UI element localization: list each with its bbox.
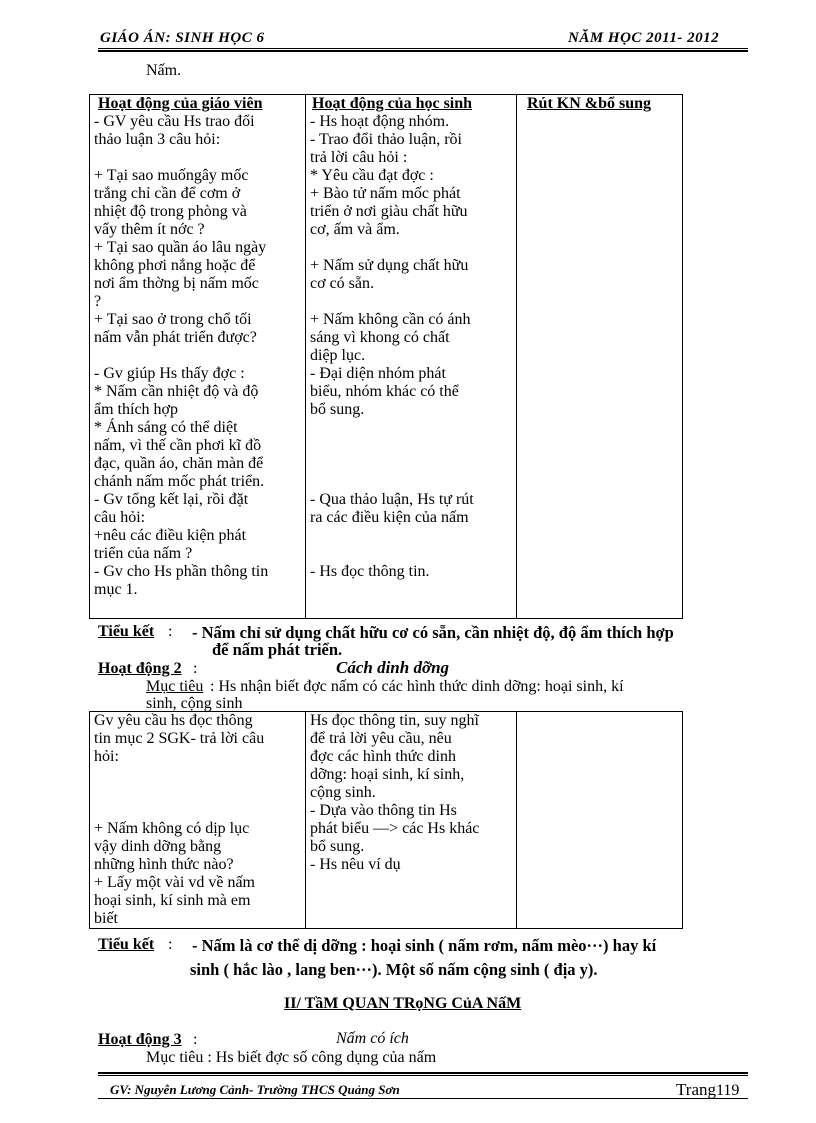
table1-teacher-line: triển của nấm ? bbox=[94, 545, 193, 562]
table2-student-line: - Dựa vào thông tin Hs bbox=[310, 802, 457, 819]
table1-student-line: triển ở nơi giàu chất hữu bbox=[310, 203, 468, 220]
hd2-muctieu-label: Mục tiêu bbox=[146, 678, 204, 695]
table1-student-line: ra các điều kiện của nấm bbox=[310, 509, 469, 526]
table1-student-line bbox=[310, 455, 512, 473]
tieuket2-line2: sinh ( hắc lào , lang ben···). Một số nấm cộng sinh ( địa y). bbox=[190, 960, 598, 979]
footer-page bbox=[676, 1080, 739, 1100]
table2-teacher-line bbox=[94, 766, 301, 784]
table1-student-line: - Hs hoạt động nhóm. bbox=[310, 113, 450, 130]
table1-teacher-line: nhiệt độ trong phòng và bbox=[94, 203, 247, 220]
footer-rule-top bbox=[98, 1072, 748, 1074]
activity-table-2 bbox=[89, 711, 683, 929]
table1-teacher-text bbox=[94, 113, 301, 599]
table1-teacher-line: + Tại sao quần áo lâu ngày bbox=[94, 239, 267, 256]
table1-teacher-line: * Ánh sáng có thể diệt bbox=[94, 419, 238, 436]
table1-teacher-line: ẩm thích hợp bbox=[94, 401, 178, 418]
table1-student-line bbox=[310, 239, 512, 257]
hd2-muctieu-line1: : Hs nhận biết đợc nấm có các hình thức dinh dỡng: hoại sinh, kí bbox=[210, 678, 624, 695]
table2-student-text bbox=[310, 712, 512, 874]
tieuket1-colon: : bbox=[168, 623, 173, 640]
table1-teacher-line: +nêu các điều kiện phát bbox=[94, 527, 247, 544]
table2-teacher-line bbox=[94, 802, 301, 820]
table2-student-line: Hs đọc thông tin, suy nghĩ bbox=[310, 712, 479, 729]
table1-student-line: diệp lục. bbox=[310, 347, 366, 364]
table2-teacher-line bbox=[94, 784, 301, 802]
hd3-colon: : bbox=[193, 1031, 198, 1048]
table1-teacher-line: câu hỏi: bbox=[94, 509, 146, 526]
tieuket2-line1: - Nấm là cơ thể dị dỡng : hoại sinh ( nấm rơm, nấm mèo···) hay kí bbox=[192, 936, 657, 955]
table2-teacher-line: hỏi: bbox=[94, 748, 119, 765]
table1-student-line: + Nấm sử dụng chất hữu bbox=[310, 257, 469, 274]
table2-student-line: dỡng: hoại sinh, kí sinh, bbox=[310, 766, 465, 783]
table1-teacher-line: đạc, quần áo, chăn màn để bbox=[94, 455, 264, 472]
hd3-muctieu: Mục tiêu : Hs biết đợc số công dụng của nấm bbox=[146, 1049, 437, 1066]
footer-rule-bottom bbox=[98, 1098, 748, 1099]
table2-col2-cell bbox=[306, 712, 517, 929]
intro-text: Nấm. bbox=[146, 62, 182, 79]
table1-student-line: * Yêu cầu đạt đợc : bbox=[310, 167, 434, 184]
table1-student-line: + Nấm không cần có ánh bbox=[310, 311, 471, 328]
table1-student-line: + Bào tử nấm mốc phát bbox=[310, 185, 461, 202]
table2-teacher-line: + Lấy một vài vd về nấm bbox=[94, 874, 255, 891]
table1-teacher-line: - GV yêu cầu Hs trao đổi bbox=[94, 113, 255, 130]
footer-rule-top-thin bbox=[98, 1075, 748, 1076]
table1-teacher-line: + Tại sao muốngây mốc bbox=[94, 167, 249, 184]
table2-col3-cell bbox=[517, 712, 683, 929]
hd3-title: Nấm có ích bbox=[336, 1030, 409, 1047]
table1-teacher-line: nấm vẫn phát triển được? bbox=[94, 329, 257, 346]
table1-teacher-line bbox=[94, 149, 301, 167]
tieuket1-line2: để nấm phát triển. bbox=[212, 640, 343, 659]
tieuket1-label: Tiểu kết bbox=[98, 623, 155, 640]
table1-teacher-line: mục 1. bbox=[94, 581, 138, 598]
table1-teacher-line: không phơi nắng hoặc để bbox=[94, 257, 256, 274]
table2-teacher-line: vậy dinh dỡng bằng bbox=[94, 838, 222, 855]
hd2-colon: : bbox=[193, 660, 198, 677]
tieuket1-line1: - Nấm chỉ sử dụng chất hữu cơ có sẵn, cần nhiệt độ, độ ẩm thích hợp bbox=[192, 623, 674, 642]
hd2-muctieu-line2: sinh, cộng sinh bbox=[146, 695, 243, 712]
table2-student-line: phát biểu —> các Hs khác bbox=[310, 820, 480, 837]
table1-student-line: trả lời câu hỏi : bbox=[310, 149, 408, 166]
table1-teacher-line: + Tại sao ở trong chổ tối bbox=[94, 311, 252, 328]
table1-student-line: cơ, ấm và ẩm. bbox=[310, 221, 400, 238]
table1-col1-cell bbox=[90, 95, 306, 619]
table1-student-line: sáng vì khong có chất bbox=[310, 329, 450, 346]
table2-teacher-line: tin mục 2 SGK- trả lời câu bbox=[94, 730, 265, 747]
tieuket2-label: Tiểu kết bbox=[98, 936, 155, 953]
table1-teacher-line: * Nấm cần nhiệt độ và độ bbox=[94, 383, 259, 400]
table2-teacher-line: những hình thức nào? bbox=[94, 856, 234, 873]
table1-col2-cell bbox=[306, 95, 517, 619]
table1-teacher-line: thảo luận 3 câu hỏi: bbox=[94, 131, 221, 148]
table2-col1-cell bbox=[90, 712, 306, 929]
table1-student-line: - Qua thảo luận, Hs tự rút bbox=[310, 491, 474, 508]
table2-teacher-line: + Nấm không có dịp lục bbox=[94, 820, 250, 837]
table1-student-line: - Đại diện nhóm phát bbox=[310, 365, 446, 382]
table2-student-line: cộng sinh. bbox=[310, 784, 376, 801]
table2-student-line: - Hs nêu ví dụ bbox=[310, 856, 401, 873]
table1-student-line bbox=[310, 437, 512, 455]
table1-teacher-line: - Gv cho Hs phần thông tin bbox=[94, 563, 269, 580]
table1-student-line: - Trao đổi thảo luận, rồi bbox=[310, 131, 462, 148]
tieuket2-colon: : bbox=[168, 936, 173, 953]
table1-student-line: cơ có sẵn. bbox=[310, 275, 374, 292]
footer-author: GV: Nguyễn Lương Cảnh- Trường THCS Quảng Sơn bbox=[110, 1082, 400, 1097]
table1-student-line bbox=[310, 419, 512, 437]
table1-teacher-line: nấm, vì thế cần phơi kĩ đồ bbox=[94, 437, 262, 454]
table2-student-line: bổ sung. bbox=[310, 838, 365, 855]
header-left: GIÁO ÁN: SINH HỌC 6 bbox=[100, 30, 265, 46]
table1-student-line bbox=[310, 545, 512, 563]
hd2-title: Cách dinh dỡng bbox=[336, 658, 450, 677]
table1-student-line: biểu, nhóm khác có thể bbox=[310, 383, 459, 400]
table1-col3-cell bbox=[517, 95, 683, 619]
section2-title: II/ TầM QUAN TRọNG CủA NấM bbox=[284, 995, 522, 1012]
footer-page-number: 119 bbox=[716, 1082, 740, 1099]
table1-student-line: - Hs đọc thông tin. bbox=[310, 563, 430, 580]
table1-teacher-line: vẩy thêm ít nớc ? bbox=[94, 221, 205, 238]
table1-student-text bbox=[310, 113, 512, 581]
hd3-label: Hoạt động 3 bbox=[98, 1031, 182, 1048]
table2-student-line: để trả lời yêu cầu, nêu bbox=[310, 730, 452, 747]
table2-teacher-line: Gv yêu cầu hs đọc thông bbox=[94, 712, 253, 729]
table1-teacher-line: - Gv tổng kết lại, rồi đặt bbox=[94, 491, 249, 508]
table1-student-line bbox=[310, 293, 512, 311]
header-rule bbox=[98, 48, 748, 52]
table2-teacher-line: biết bbox=[94, 910, 118, 927]
header-right: NĂM HỌC 2011- 2012 bbox=[568, 30, 720, 46]
table1-teacher-line: - Gv giúp Hs thấy đợc : bbox=[94, 365, 245, 382]
table1-student-line bbox=[310, 527, 512, 545]
table1-header-notes: Rút KN &bổ sung bbox=[527, 95, 652, 112]
table1-student-line bbox=[310, 473, 512, 491]
table1-teacher-line: chánh nấm mốc phát triển. bbox=[94, 473, 265, 490]
table1-teacher-line bbox=[94, 347, 301, 365]
table2-teacher-text bbox=[94, 712, 301, 928]
table1-teacher-line: nơi ẩm thờng bị nấm mốc bbox=[94, 275, 259, 292]
activity-table-1 bbox=[89, 94, 683, 619]
table2-student-line: đợc các hình thức dinh bbox=[310, 748, 456, 765]
footer-page-label: Trang bbox=[676, 1080, 716, 1099]
table1-teacher-line: trắng chỉ cần để cơm ở bbox=[94, 185, 241, 202]
table1-teacher-line: ? bbox=[94, 293, 102, 310]
table1-header-teacher: Hoạt động của giáo viên bbox=[98, 95, 263, 112]
table2-teacher-line: hoại sinh, kí sinh mà em bbox=[94, 892, 251, 909]
table1-header-student: Hoạt động của học sinh bbox=[312, 95, 473, 112]
hd2-label: Hoạt động 2 bbox=[98, 660, 182, 677]
table1-student-line: bổ sung. bbox=[310, 401, 365, 418]
